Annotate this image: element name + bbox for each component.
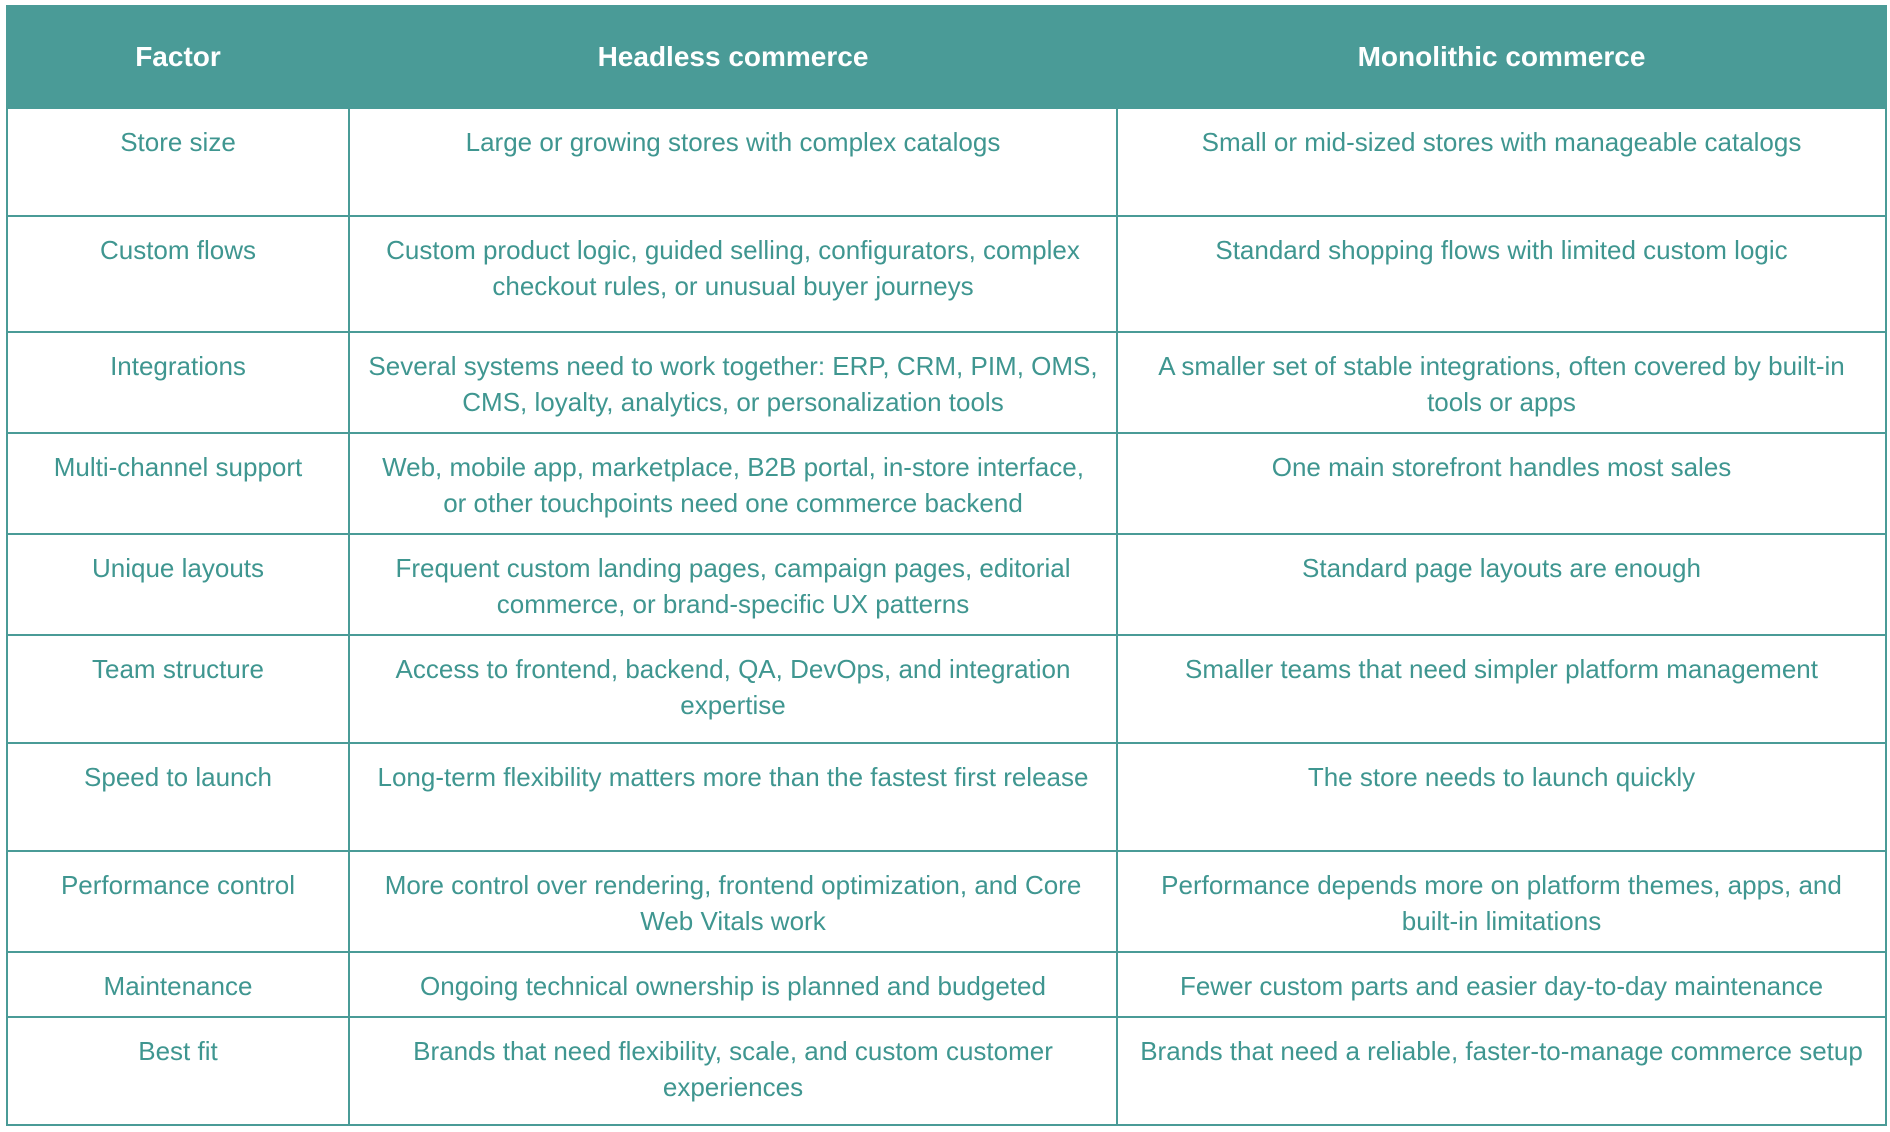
- table-row: [7, 952, 1886, 1017]
- table-row: [7, 433, 1886, 534]
- factor-cell: Speed to launch: [7, 743, 349, 851]
- table-row: [7, 743, 1886, 851]
- monolithic-cell: A smaller set of stable integrations, often covered by built-in tools or apps: [1117, 332, 1886, 433]
- monolithic-cell: One main storefront handles most sales: [1117, 433, 1886, 534]
- table-row: [7, 851, 1886, 952]
- table-row: [7, 216, 1886, 332]
- monolithic-cell: Standard shopping flows with limited custom logic: [1117, 216, 1886, 332]
- monolithic-cell: Brands that need a reliable, faster-to-manage commerce setup: [1117, 1017, 1886, 1125]
- header-factor: Factor: [7, 6, 349, 108]
- header-headless: Headless commerce: [349, 6, 1117, 108]
- headless-cell: Large or growing stores with complex catalogs: [349, 108, 1117, 216]
- factor-cell: Multi-channel support: [7, 433, 349, 534]
- headless-cell: More control over rendering, frontend optimization, and Core Web Vitals work: [349, 851, 1117, 952]
- monolithic-cell: The store needs to launch quickly: [1117, 743, 1886, 851]
- monolithic-cell: Fewer custom parts and easier day-to-day maintenance: [1117, 952, 1886, 1017]
- headless-cell: Custom product logic, guided selling, configurators, complex checkout rules, or unusual buyer journeys: [349, 216, 1117, 332]
- headless-cell: Several systems need to work together: ERP, CRM, PIM, OMS, CMS, loyalty, analytics, or personalization tools: [349, 332, 1117, 433]
- headless-cell: Long-term flexibility matters more than the fastest first release: [349, 743, 1117, 851]
- factor-cell: Unique layouts: [7, 534, 349, 635]
- monolithic-cell: Small or mid-sized stores with manageable catalogs: [1117, 108, 1886, 216]
- monolithic-cell: Standard page layouts are enough: [1117, 534, 1886, 635]
- table-row: [7, 534, 1886, 635]
- table-row: [7, 108, 1886, 216]
- factor-cell: Custom flows: [7, 216, 349, 332]
- headless-cell: Ongoing technical ownership is planned and budgeted: [349, 952, 1117, 1017]
- factor-cell: Team structure: [7, 635, 349, 743]
- factor-cell: Store size: [7, 108, 349, 216]
- factor-cell: Performance control: [7, 851, 349, 952]
- table-row: [7, 635, 1886, 743]
- headless-cell: Brands that need flexibility, scale, and custom customer experiences: [349, 1017, 1117, 1125]
- header-monolithic: Monolithic commerce: [1117, 6, 1886, 108]
- monolithic-cell: Smaller teams that need simpler platform management: [1117, 635, 1886, 743]
- monolithic-cell: Performance depends more on platform themes, apps, and built-in limitations: [1117, 851, 1886, 952]
- table-row: [7, 332, 1886, 433]
- table-header-row: [7, 6, 1886, 108]
- comparison-table: [6, 5, 1887, 1126]
- headless-cell: Frequent custom landing pages, campaign pages, editorial commerce, or brand-specific UX patterns: [349, 534, 1117, 635]
- table-row: [7, 1017, 1886, 1125]
- factor-cell: Best fit: [7, 1017, 349, 1125]
- headless-cell: Access to frontend, backend, QA, DevOps, and integration expertise: [349, 635, 1117, 743]
- factor-cell: Maintenance: [7, 952, 349, 1017]
- factor-cell: Integrations: [7, 332, 349, 433]
- comparison-table-container: [6, 5, 1885, 1126]
- headless-cell: Web, mobile app, marketplace, B2B portal, in-store interface, or other touchpoints need one commerce backend: [349, 433, 1117, 534]
